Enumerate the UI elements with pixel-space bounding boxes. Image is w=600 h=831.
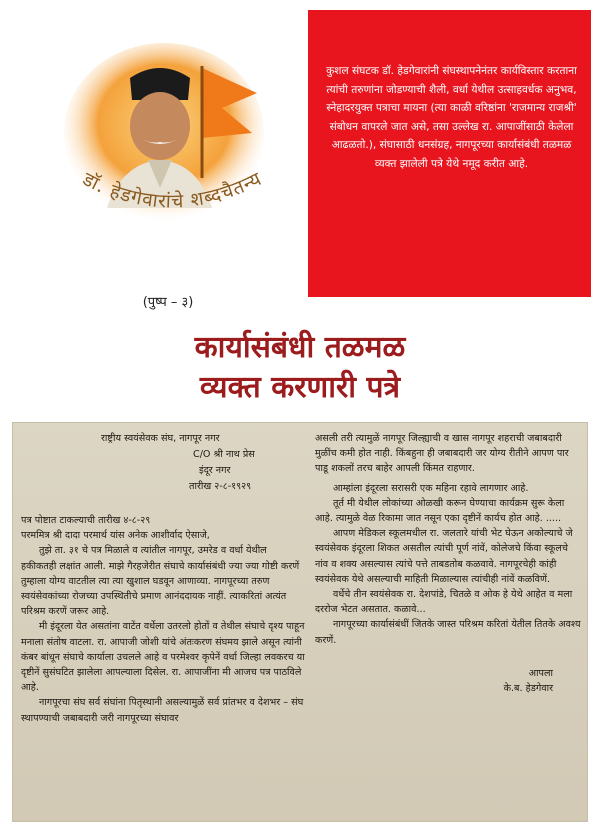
- letter-org: राष्ट्रीय स्वयंसेवक संघ, नागपूर नगर: [101, 433, 220, 444]
- letter-closing: आपला: [528, 667, 553, 679]
- letter-posted-date: पत्र पोष्टात टाकल्याची तारीख ४-८-२९: [21, 515, 151, 526]
- letter-paragraph-7: आपण मेडिकल स्कूलमधील रा. जलतारे यांची भेट घेऊन अकोल्याचे जे स्वयंसेवक इंदूरला शिकत असतील त्यांची पूर्ण नांवें, कोलेजचे किंवा स्कूलचे नांव व शक्य असल्यास त्यांचे पत्ते ताबडतोब कळवावे. नागपूरचेही कांही स्वयंसेवक येथे असल्याची माहिती मिळाल्यास त्यांचीही नांवें कळविणें.: [315, 528, 573, 585]
- letter-paragraph-6: तूर्त मी येथील लोकांच्या ओळखी करून घेण्याचा कार्यक्रम सुरू केला आहे. त्यामुळे वेळ रिकामा जात नसून एका दृष्टीनें कार्यच होत आहे. .....: [315, 497, 565, 525]
- letter-paragraph-8: वर्धेचे तीन स्वयंसेवक रा. देशपांडे, चितळे व ओक हे येथे आहेत व मला दररोज भेटत असतात. कळावे...: [315, 589, 573, 616]
- letter-salutation: परममित्र श्री दादा परमार्थ यांस अनेक आशीर्वाद ऐसाजे,: [21, 530, 210, 542]
- letter-scan: [12, 422, 588, 822]
- letter-paragraph-9: नागपूरच्या कार्यासंबंधीं जितके जास्त परिश्रम करितां येतील तितके अवश्य करणें.: [315, 619, 581, 646]
- letter-left-column: [21, 423, 305, 726]
- letter-paragraph-2: मी इंदूरला येत असतांना वाटेंत वर्धेला उतरलो होतों व तेथील संघाचे दृश्य पाहून मनाला संतोष वाटला. रा. आपाजी जोशी यांचे अंतःकरण संघमय झाले असून त्यांनी कंबर बांधून संघाचे कार्याला उचलले आहे व परमेश्वर कृपेनें वर्धा जिल्हा लवकरच या दृष्टीनें सुसंघटित झालेला आपल्याला दिसेल. रा. आपाजींना मी आजच पत्र पाठविले आहे.: [21, 621, 305, 694]
- svg-text:डॉ. हेडगेवारांचे शब्दचैतन्य: [78, 168, 265, 213]
- letter-right-column: [315, 431, 583, 696]
- page-title-line-1: कार्यासंबंधी तळमळ: [194, 330, 406, 365]
- page-title-line-2: व्यक्त करणारी पत्रे: [199, 370, 401, 405]
- part-number: (पुष्प – ३): [142, 295, 194, 310]
- letter-paragraph-4: असली तरी त्यामुळें नागपूर जिल्ह्याची व खास नागपूर शहराची जबाबदारी मुळींच कमी होत नाही. किंबहुना ही जबाबदारी जर योग्य रीतीने आपण पार पाडू शकलों तरच बाहेर आपली किंमत राहणार.: [315, 433, 569, 475]
- intro-text: कुशल संघटक डॉ. हेडगेवारांनी संघस्थापनेनंतर कार्यविस्तार करताना त्यांची तरुणांना जोडण्याची शैली, वर्धा येथील उत्साहवर्धक अनुभव, स्नेहादरयुक्त पत्राचा मायना (त्या काळी वरिष्ठांना 'राजमान्य राजश्री' संबोधन वापरले जात असे, तसा उल्लेख रा. आपाजींसाठी केलेला आढळतो.), संघासाठी धनसंग्रह, नागपूरच्या कार्यासंबंधी तळमळ व्यक्त झालेली पत्रे येथे नमूद करीत आहे.: [326, 65, 577, 170]
- letter-paragraph-5: आम्हांला इंदूरला सरासरी एक महिना रहावे लागणार आहे.: [333, 482, 529, 494]
- series-title-arc: [40, 150, 300, 240]
- intro-box: [308, 10, 591, 297]
- letter-paragraph-1: तुझे ता. ३१ चे पत्र मिळाले व त्यांतील नागपूर, उमरेड व वर्धा येथील हकीकतही लक्षांत आली. माझे गैरहजेरीत संघाचे कार्यासंबंधी ज्या ज्या गोष्टी करणें तुम्हाला योग्य वाटतील त्या त्या खुशाल घडवून आणाव्या. नागपूरच्या तरुण स्वयंसेवकांच्या रोजच्या उपस्थितीचे प्रमाण आनंददायक नाहीं. त्याकरितां अत्यंत परिश्रम करणें जरूर आहे.: [21, 545, 300, 618]
- series-title: डॉ. हेडगेवारांचे शब्दचैतन्य: [79, 167, 266, 213]
- letter-date: तारीख २-८-१९२९: [189, 481, 252, 492]
- letter-paragraph-3: नागपूरचा संघ सर्व संघांना पितृस्थानी असल्यामुळें सर्व प्रांतभर व देशभर – संघ स्थापण्याची जबाबदारी जरी नागपूरच्या संघावर: [21, 697, 304, 724]
- letter-place: इंदूर नगर: [199, 465, 231, 476]
- letter-signature: के.ब. हेडगेवार: [503, 683, 553, 695]
- letter-co: C/O श्री नाथ प्रेस: [193, 449, 255, 460]
